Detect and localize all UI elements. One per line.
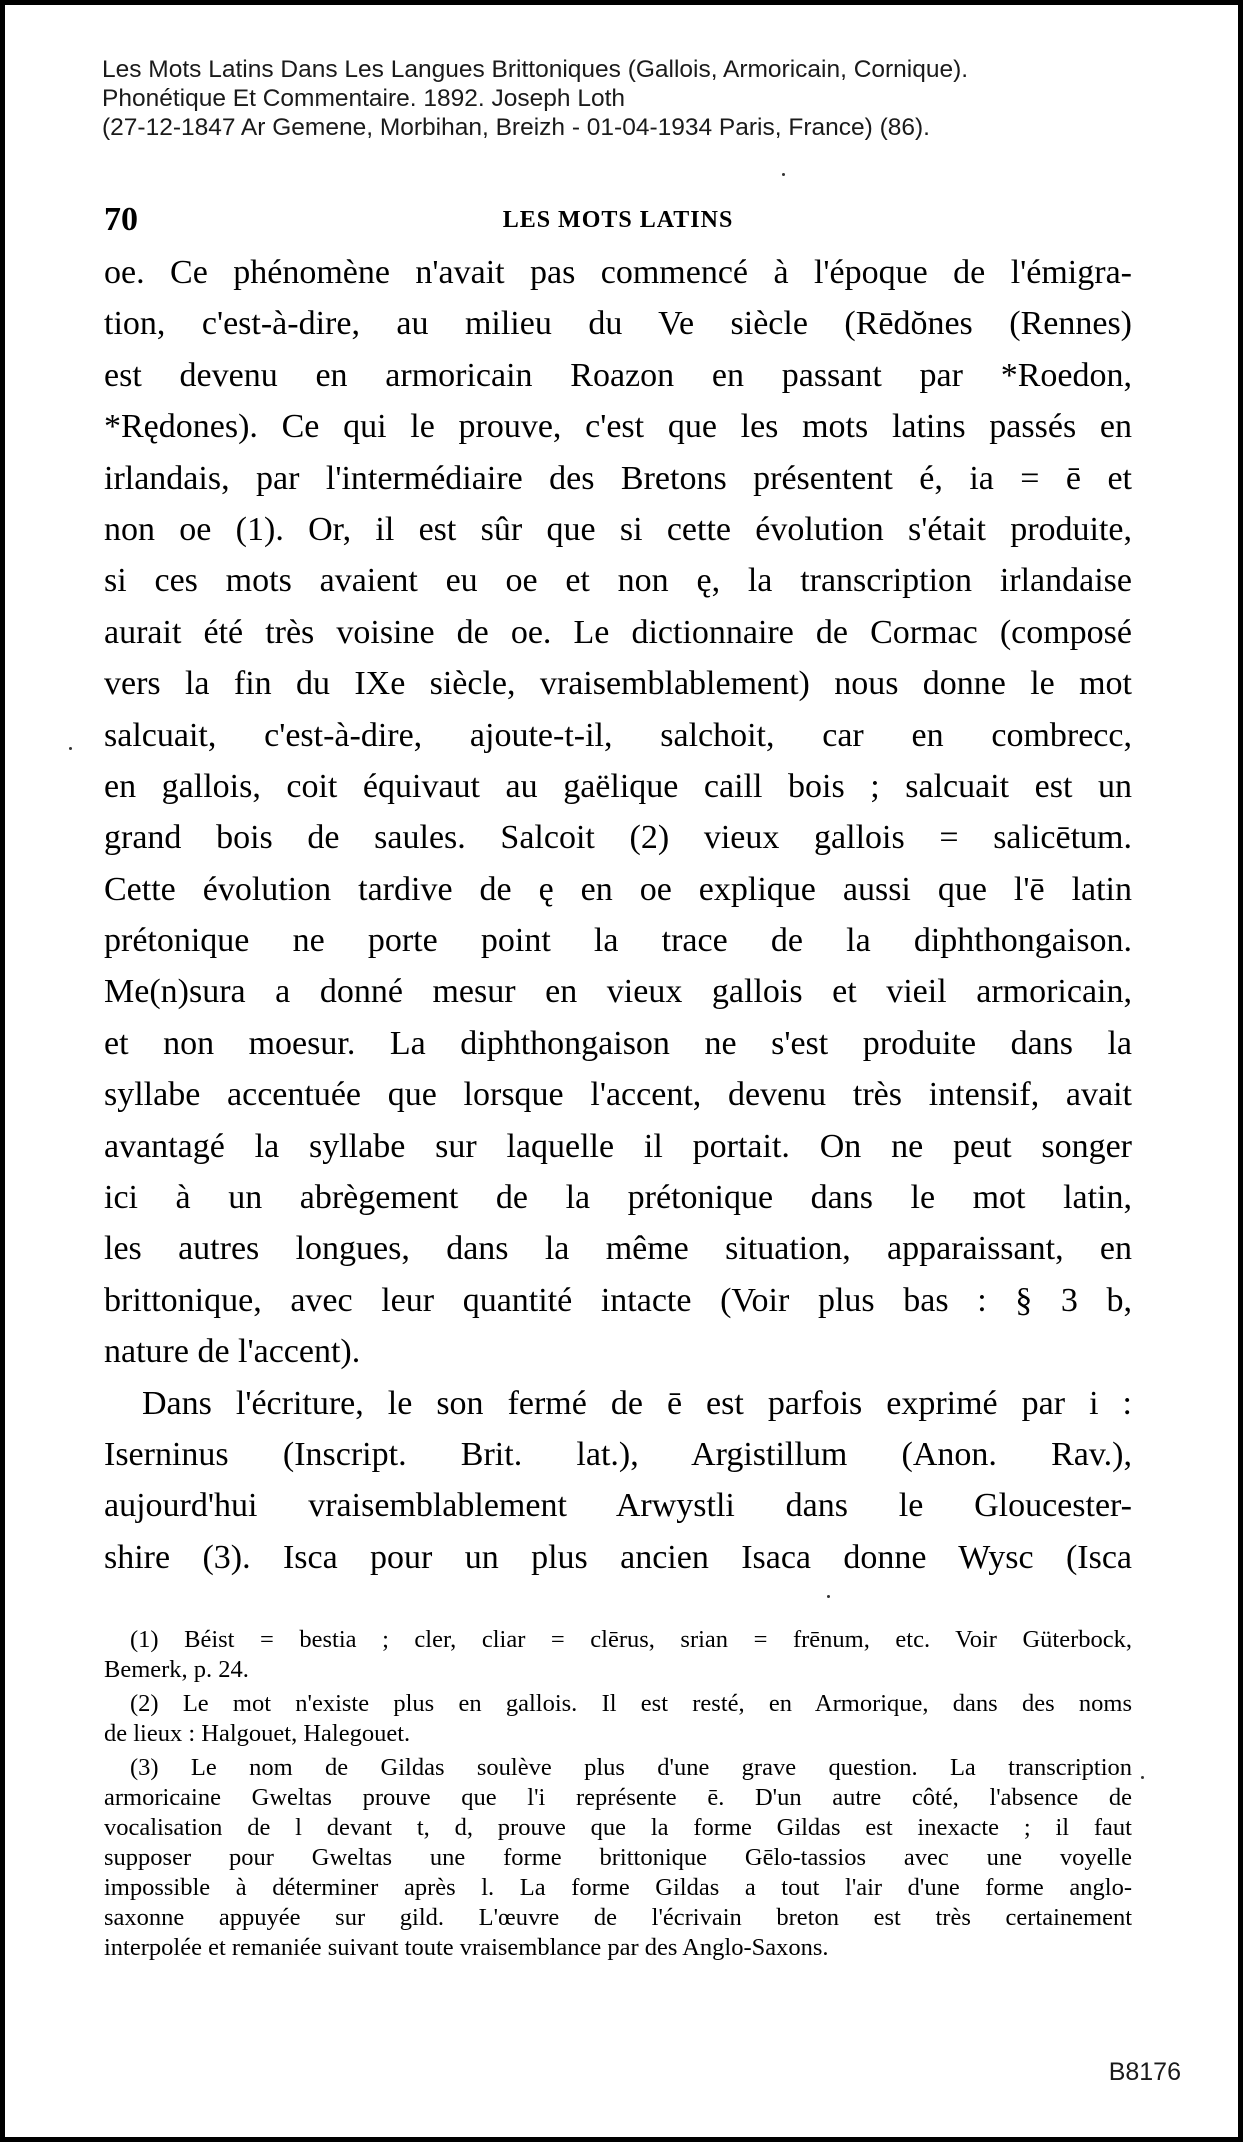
text-line: et non moesur. La diphthongaison ne s'est produite dans la: [104, 1024, 1132, 1062]
scan-speck: [69, 747, 72, 750]
text-line: grand bois de saules. Salcoit (2) vieux gallois = salicētum.: [104, 819, 1132, 857]
footnote-2-line: de lieux : Halgouet, Halegouet.: [104, 1720, 411, 1747]
text-line: est devenu en armoricain Roazon en passant par *Roedon,: [104, 356, 1132, 394]
paragraph-start-line: Dans l'écriture, le son fermé de ē est parfois exprimé par i :: [142, 1384, 1132, 1422]
header-subtitle-line: Phonétique Et Commentaire. 1892. Joseph Loth: [102, 85, 626, 112]
text-line: irlandais, par l'intermédiaire des Bretons présentent é, ia = ē et: [104, 459, 1132, 497]
text-line: Iserninus (Inscript. Brit. lat.), Argistillum (Anon. Rav.),: [104, 1435, 1132, 1473]
text-line: *Rędones). Ce qui le prouve, c'est que les mots latins passés en: [104, 408, 1132, 446]
text-line: vers la fin du IXe siècle, vraisemblablement) nous donne le mot: [104, 665, 1132, 703]
footnote-1-line: (1) Béist = bestia ; cler, cliar = clērus, srian = frēnum, etc. Voir Güterbock,: [130, 1626, 1132, 1653]
text-line: avantagé la syllabe sur laquelle il portait. On ne peut songer: [104, 1127, 1132, 1165]
scan-speck: [1141, 1776, 1144, 1779]
text-line: en gallois, coit équivaut au gaëlique caill bois ; salcuait est un: [104, 767, 1132, 805]
archive-header: [102, 55, 1202, 142]
footnote-3-line: interpolée et remaniée suivant toute vraisemblance par des Anglo-Saxons.: [104, 1934, 829, 1961]
text-line: oe. Ce phénomène n'avait pas commencé à l'époque de l'émigra-: [104, 254, 1132, 291]
text-line: Me(n)sura a donné mesur en vieux gallois et vieil armoricain,: [104, 973, 1132, 1011]
text-line: aurait été très voisine de oe. Le dictionnaire de Cormac (composé: [104, 613, 1132, 651]
text-line: tion, c'est-à-dire, au milieu du Ve siècle (Rēdŏnes (Rennes): [104, 305, 1132, 343]
footnote-2-line: (2) Le mot n'existe plus en gallois. Il est resté, en Armorique, dans des noms: [130, 1690, 1132, 1717]
text-line: prétonique ne porte point la trace de la diphthongaison.: [104, 922, 1132, 960]
footnote-1-line: Bemerk, p. 24.: [104, 1656, 249, 1683]
header-author-line: (27-12-1847 Ar Gemene, Morbihan, Breizh - 01-04-1934 Paris, France) (86).: [102, 114, 930, 141]
text-line: syllabe accentuée que lorsque l'accent, devenu très intensif, avait: [104, 1076, 1132, 1114]
page-number: 70: [104, 201, 138, 238]
scan-speck: [782, 173, 785, 176]
footnote-3-line: armoricaine Gweltas prouve que l'i représente ē. D'un autre côté, l'absence de: [104, 1784, 1132, 1811]
footnote-3-line: supposer pour Gweltas une forme brittonique Gēlo-tassios avec une voyelle: [104, 1844, 1132, 1871]
body-text: [104, 247, 1132, 1583]
text-line: Cette évolution tardive de ę en oe explique aussi que l'ē latin: [104, 870, 1132, 908]
text-line: si ces mots avaient eu oe et non ę, la transcription irlandaise: [104, 562, 1132, 600]
text-line: non oe (1). Or, il est sûr que si cette évolution s'était produite,: [104, 510, 1132, 548]
scan-speck: [827, 1595, 830, 1598]
text-line: salcuait, c'est-à-dire, ajoute-t-il, salchoit, car en combrecc,: [104, 716, 1132, 754]
text-line: aujourd'hui vraisemblablement Arwystli dans le Gloucester-: [104, 1487, 1132, 1525]
footnote-3-line: vocalisation de l devant t, d, prouve que la forme Gildas est inexacte ; il faut: [104, 1814, 1132, 1841]
text-line: brittonique, avec leur quantité intacte (Voir plus bas : § 3 b,: [104, 1281, 1132, 1319]
text-line: ici à un abrègement de la prétonique dans le mot latin,: [104, 1179, 1132, 1217]
running-head: [104, 201, 1132, 241]
footnote-3-line: saxonne appuyée sur gild. L'œuvre de l'écrivain breton est très certainement: [104, 1904, 1132, 1931]
running-title: LES MOTS LATINS: [502, 207, 734, 233]
header-title-line: Les Mots Latins Dans Les Langues Brittoniques (Gallois, Armoricain, Cornique).: [102, 56, 969, 83]
paragraph-end-line: nature de l'accent).: [104, 1333, 361, 1371]
footnote-3-line: (3) Le nom de Gildas soulève plus d'une grave question. La transcription: [130, 1754, 1132, 1781]
text-line: les autres longues, dans la même situation, apparaissant, en: [104, 1230, 1132, 1268]
footnotes: [104, 1625, 1132, 1963]
archive-code: B8176: [1108, 2058, 1181, 2086]
text-line: shire (3). Isca pour un plus ancien Isaca donne Wysc (Isca: [104, 1538, 1132, 1576]
footnote-3-line: impossible à déterminer après l. La forme Gildas a tout l'air d'une forme anglo-: [104, 1874, 1132, 1901]
